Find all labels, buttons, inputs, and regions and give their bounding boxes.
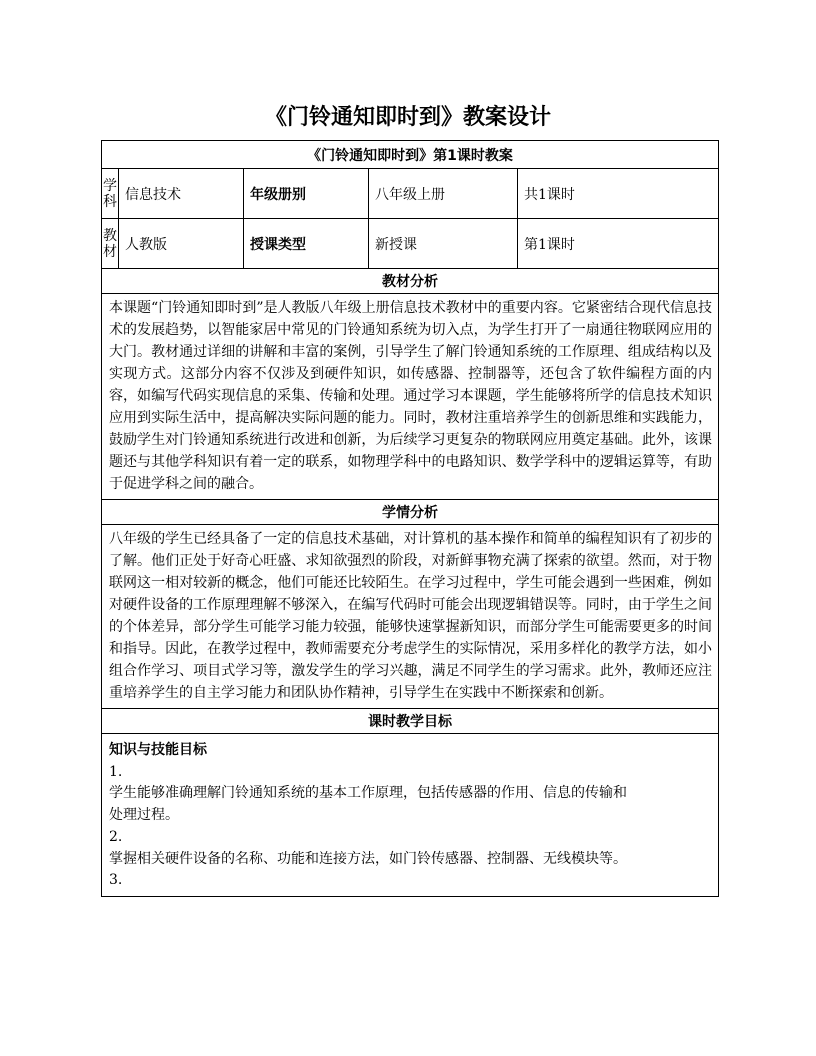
section-body-row — [102, 294, 719, 500]
lesson-type-value: 新授课 — [369, 219, 518, 269]
grade-value: 八年级上册 — [369, 169, 518, 219]
section-heading-row — [102, 269, 719, 294]
student-analysis-body: 八年级的学生已经具备了一定的信息技术基础，对计算机的基本操作和简单的编程知识有了初步的了解。他们正处于好奇心旺盛、求知欲强烈的阶段，对新鲜事物充满了探索的欲望。然而，对于物联网这一相对较新的概念，他们可能还比较陌生。在学习过程中，学生可能会遇到一些困难，例如对硬件设备的工作原理理解不够深入，在编写代码时可能会出现逻辑错误等。同时，由于学生之间的个体差异，部分学生可能学习能力较强，能够快速掌握新知识，而部分学生可能需要更多的时间和指导。因此，在教学过程中，教师需要充分考虑学生的实际情况，采用多样化的教学方法，如小组合作学习、项目式学习等，激发学生的学习兴趣，满足不同学生的学习需求。此外，教师还应注重培养学生的自主学习能力和团队协作精神，引导学生在实践中不断探索和创新。 — [102, 525, 719, 709]
textbook-analysis-heading: 教材分析 — [102, 269, 719, 294]
subject-value: 信息技术 — [119, 169, 244, 219]
grade-label: 年级册别 — [244, 169, 369, 219]
section-heading-row — [102, 500, 719, 525]
goal-number: 2. — [109, 828, 123, 845]
document-title: 《门铃通知即时到》教案设计 — [264, 105, 551, 130]
section-heading-row — [102, 709, 719, 734]
textbook-analysis-body: 本课题“门铃通知即时到”是人教版八年级上册信息技术教材中的重要内容。它紧密结合现代信息技术的发展趋势，以智能家居中常见的门铃通知系统为切入点，为学生打开了一扇通往物联网应用的大门。教材通过详细的讲解和丰富的案例，引导学生了解门铃通知系统的工作原理、组成结构以及实现方式。这部分内容不仅涉及到硬件知识，如传感器、控制器等，还包含了软件编程方面的内容，如编写代码实现信息的采集、传输和处理。通过学习本课题，学生能够将所学的信息技术知识应用到实际生活中，提高解决实际问题的能力。同时，教材注重培养学生的创新思维和实践能力，鼓励学生对门铃通知系统进行改进和创新，为后续学习更复杂的物联网应用奠定基础。此外，该课题还与其他学科知识有着一定的联系，如物理学科中的电路知识、数学学科中的逻辑运算等，有助于促进学科之间的融合。 — [102, 294, 719, 500]
goals-body-row — [102, 734, 719, 897]
goals-cell — [102, 734, 719, 897]
lesson-number-value: 第1课时 — [518, 219, 719, 269]
goal-number: 1. — [109, 763, 123, 780]
publisher-value: 人教版 — [119, 219, 244, 269]
table-row — [102, 169, 719, 219]
total-lessons-value: 共1课时 — [518, 169, 719, 219]
textbook-side-label: 教材 — [102, 219, 119, 269]
section-body-row — [102, 525, 719, 709]
lesson-type-label: 授课类型 — [244, 219, 369, 269]
goal-text: 掌握相关硬件设备的名称、功能和连接方法，如门铃传感器、控制器、无线模块等。 — [109, 850, 627, 867]
teaching-goals-heading: 课时教学目标 — [102, 709, 719, 734]
table-row — [102, 219, 719, 269]
table-subtitle-row — [102, 141, 719, 169]
goal-number: 3. — [109, 872, 123, 889]
goal-text: 学生能够准确理解门铃通知系统的基本工作原理，包括传感器的作用、信息的传输和 — [109, 785, 627, 802]
subject-side-label: 学科 — [102, 169, 119, 219]
knowledge-skills-heading: 知识与技能目标 — [109, 742, 207, 758]
table-subtitle: 《门铃通知即时到》第1课时教案 — [102, 141, 719, 169]
student-analysis-heading: 学情分析 — [102, 500, 719, 525]
goal-text: 处理过程。 — [109, 807, 179, 824]
lesson-plan-table — [101, 140, 719, 897]
